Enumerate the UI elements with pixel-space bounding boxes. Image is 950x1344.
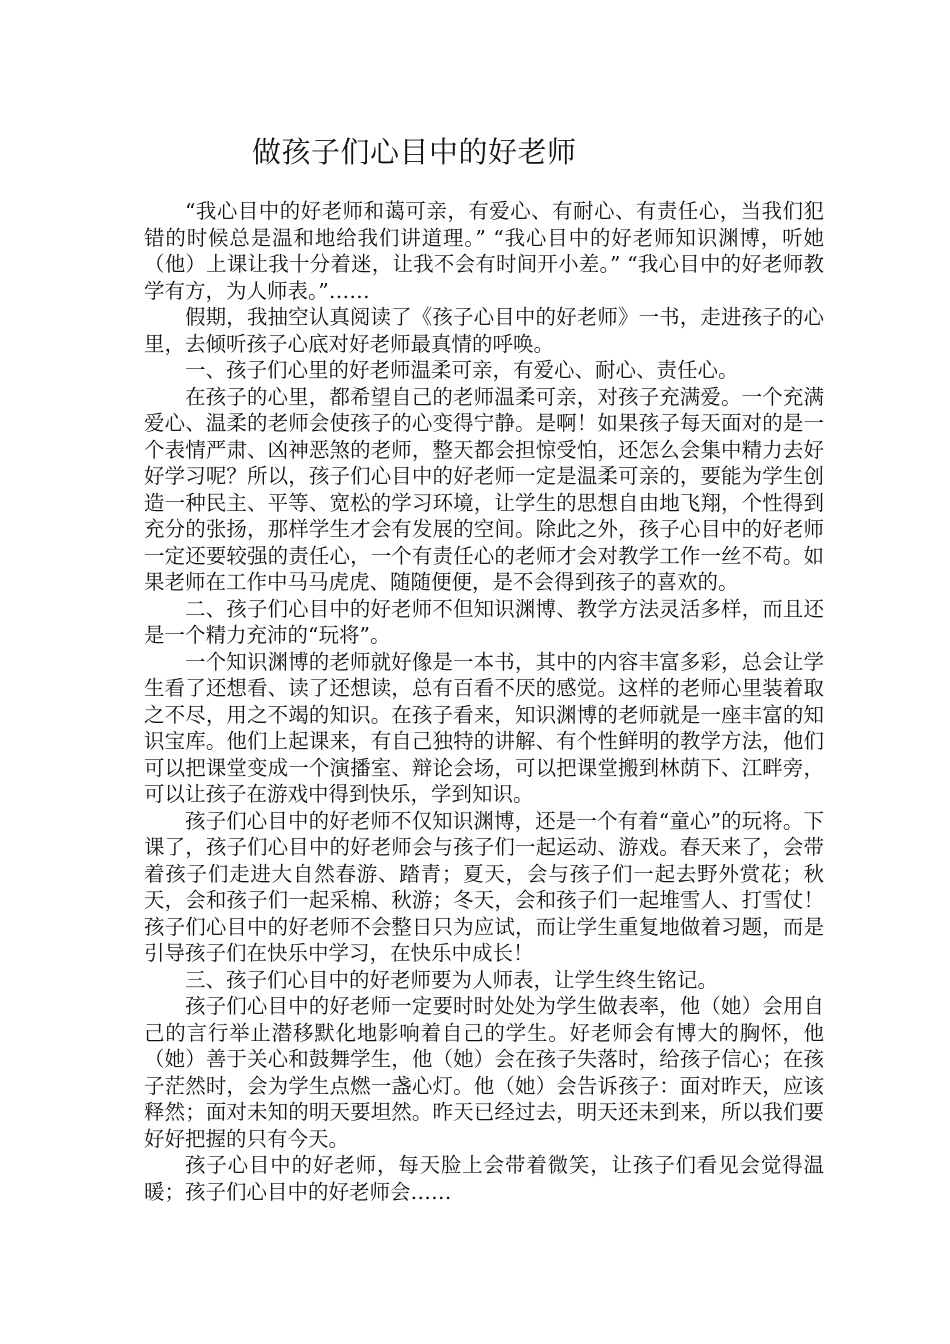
heading-section-3: 三、孩子们心目中的好老师要为人师表，让学生终生铭记。 xyxy=(185,967,718,992)
paragraph-quotes: “我心目中的好老师和蔼可亲，有爱心、有耐心、有责任心，当我们犯错的时候总是温和地给我们讲道理。” “我心目中的好老师知识渊博，听她（他）上课让我十分着迷，让我不会有时间开小差。” “我心目中的好老师教学有方，为人师表。”…… xyxy=(144,199,824,303)
document-body xyxy=(144,198,824,1205)
paragraph-closing: 孩子心目中的好老师，每天脸上会带着微笑，让孩子们看见会觉得温暖；孩子们心目中的好老师会…… xyxy=(144,1153,824,1204)
heading-section-2: 二、孩子们心目中的好老师不但知识渊博、教学方法灵活多样，而且还是一个精力充沛的“玩将”。 xyxy=(144,596,824,647)
heading-section-1: 一、孩子们心里的好老师温柔可亲，有爱心、耐心、责任心。 xyxy=(185,358,739,382)
document-title: 做孩子们心目中的好老师 xyxy=(252,135,577,169)
paragraph-intro: 假期，我抽空认真阅读了《孩子心目中的好老师》一书，走进孩子的心里，去倾听孩子心底对好老师最真情的呼唤。 xyxy=(144,305,824,356)
paragraph-section-1: 在孩子的心里，都希望自己的老师温柔可亲，对孩子充满爱。一个充满爱心、温柔的老师会使孩子的心变得宁静。是啊！如果孩子每天面对的是一个表情严肃、凶神恶煞的老师，整天都会担惊受怕，还怎么会集中精力去好好学习呢？所以，孩子们心目中的好老师一定是温柔可亲的，要能为学生创造一种民主、平等、宽松的学习环境，让学生的思想自由地飞翔，个性得到充分的张扬，那样学生才会有发展的空间。除此之外，孩子心目中的好老师一定还要较强的责任心，一个有责任心的老师才会对教学工作一丝不苟。如果老师在工作中马马虎虎、随随便便，是不会得到孩子的喜欢的。 xyxy=(144,384,824,594)
paragraph-section-2b: 孩子们心目中的好老师不仅知识渊博，还是一个有着“童心”的玩将。下课了，孩子们心目中的好老师会与孩子们一起运动、游戏。春天来了，会带着孩子们走进大自然春游、踏青；夏天，会与孩子们一起去野外赏花；秋天，会和孩子们一起采棉、秋游；冬天，会和孩子们一起堆雪人、打雪仗！孩子们心目中的好老师不会整日只为应试，而让学生重复地做着习题，而是引导孩子们在快乐中学习，在快乐中成长！ xyxy=(144,808,824,965)
paragraph-section-3: 孩子们心目中的好老师一定要时时处处为学生做表率，他（她）会用自己的言行举止潜移默化地影响着自己的学生。好老师会有博大的胸怀，他（她）善于关心和鼓舞学生，他（她）会在孩子失落时，给孩子信心；在孩子茫然时，会为学生点燃一盏心灯。他（她）会告诉孩子：面对昨天，应该释然；面对未知的明天要坦然。昨天已经过去，明天还未到来，所以我们要好好把握的只有今天。 xyxy=(144,994,824,1151)
paragraph-section-2a: 一个知识渊博的老师就好像是一本书，其中的内容丰富多彩，总会让学生看了还想看、读了还想读，总有百看不厌的感觉。这样的老师心里装着取之不尽，用之不竭的知识。在孩子看来，知识渊博的老师就是一座丰富的知识宝库。他们上起课来，有自己独特的讲解、有个性鲜明的教学方法，他们可以把课堂变成一个演播室、辩论会场，可以把课堂搬到林荫下、江畔旁，可以让孩子在游戏中得到快乐，学到知识。 xyxy=(144,649,824,806)
